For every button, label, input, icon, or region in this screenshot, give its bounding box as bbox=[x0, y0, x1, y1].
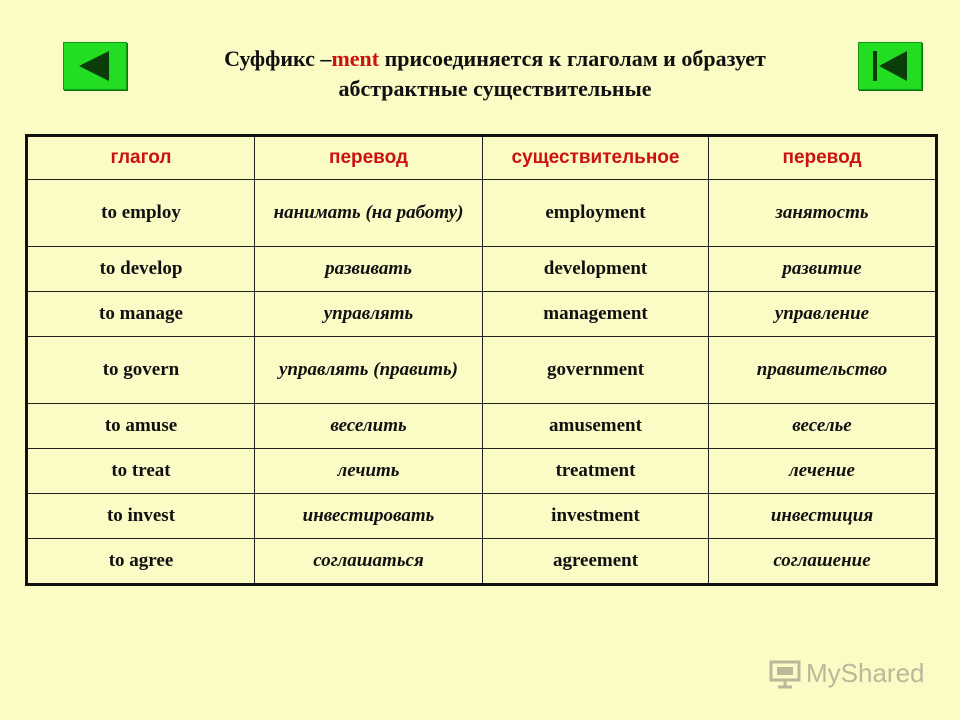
noun-translation-cell: веселье bbox=[709, 404, 937, 449]
noun-cell: development bbox=[483, 247, 709, 292]
verb-translation-cell: управлять (править) bbox=[255, 337, 483, 404]
noun-translation-cell: занятость bbox=[709, 180, 937, 247]
suffix-highlight: ment bbox=[331, 46, 380, 71]
verb-translation-cell: лечить bbox=[255, 449, 483, 494]
verb-translation-cell: веселить bbox=[255, 404, 483, 449]
verb-translation-cell: нанимать (на работу) bbox=[255, 180, 483, 247]
header-noun: существительное bbox=[483, 136, 709, 180]
verb-cell: to agree bbox=[27, 539, 255, 585]
vocabulary-table bbox=[25, 134, 938, 586]
verb-translation-cell: инвестировать bbox=[255, 494, 483, 539]
table-row bbox=[27, 180, 937, 247]
watermark-text: MyShared bbox=[806, 657, 925, 688]
table-header-row bbox=[27, 136, 937, 180]
header-verb-translation: перевод bbox=[255, 136, 483, 180]
noun-cell: employment bbox=[483, 180, 709, 247]
header-noun-translation: перевод bbox=[709, 136, 937, 180]
skip-to-start-icon bbox=[859, 43, 921, 89]
noun-translation-cell: правительство bbox=[709, 337, 937, 404]
verb-translation-cell: развивать bbox=[255, 247, 483, 292]
noun-cell: government bbox=[483, 337, 709, 404]
verb-cell: to develop bbox=[27, 247, 255, 292]
noun-cell: treatment bbox=[483, 449, 709, 494]
noun-translation-cell: развитие bbox=[709, 247, 937, 292]
prev-slide-button[interactable] bbox=[63, 42, 127, 90]
verb-translation-cell: соглашаться bbox=[255, 539, 483, 585]
verb-cell: to invest bbox=[27, 494, 255, 539]
table-row bbox=[27, 337, 937, 404]
noun-cell: investment bbox=[483, 494, 709, 539]
table-row bbox=[27, 292, 937, 337]
presentation-logo-icon bbox=[768, 656, 802, 690]
verb-cell: to employ bbox=[27, 180, 255, 247]
table-row bbox=[27, 247, 937, 292]
noun-translation-cell: соглашение bbox=[709, 539, 937, 585]
triangle-left-icon bbox=[64, 43, 126, 89]
table-row bbox=[27, 449, 937, 494]
verb-cell: to manage bbox=[27, 292, 255, 337]
noun-cell: management bbox=[483, 292, 709, 337]
noun-translation-cell: инвестиция bbox=[709, 494, 937, 539]
verb-cell: to treat bbox=[27, 449, 255, 494]
noun-cell: amusement bbox=[483, 404, 709, 449]
last-slide-button[interactable] bbox=[858, 42, 922, 90]
table-row bbox=[27, 539, 937, 585]
header-verb: глагол bbox=[27, 136, 255, 180]
title-line-2: абстрактные существительные bbox=[338, 76, 652, 101]
title-line-1: Суффикс –ment присоединяется к глаголам и образует bbox=[224, 46, 766, 71]
table-row bbox=[27, 404, 937, 449]
noun-translation-cell: лечение bbox=[709, 449, 937, 494]
table-row bbox=[27, 494, 937, 539]
noun-translation-cell: управление bbox=[709, 292, 937, 337]
slide-title bbox=[150, 44, 840, 104]
verb-cell: to govern bbox=[27, 337, 255, 404]
verb-translation-cell: управлять bbox=[255, 292, 483, 337]
verb-cell: to amuse bbox=[27, 404, 255, 449]
noun-cell: agreement bbox=[483, 539, 709, 585]
watermark bbox=[768, 656, 925, 690]
